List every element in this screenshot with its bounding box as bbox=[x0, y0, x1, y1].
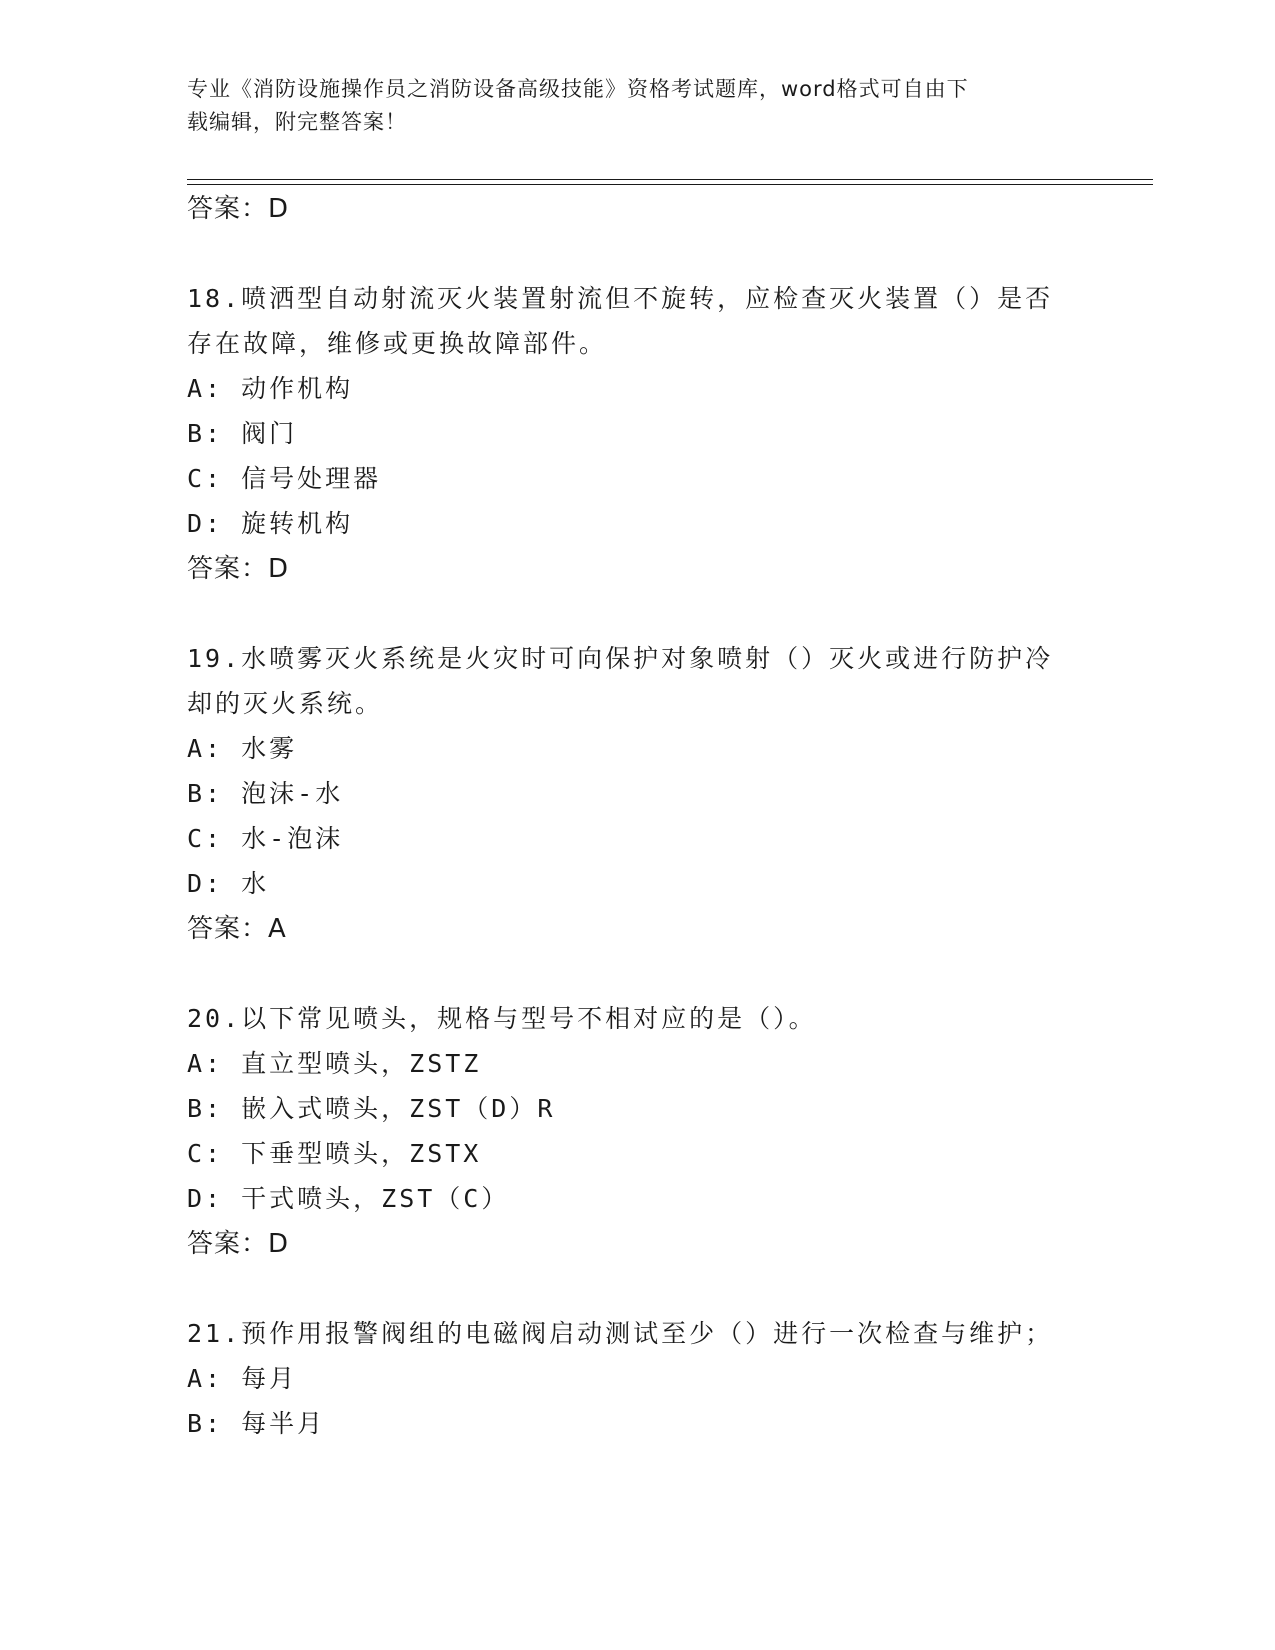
header-line-1: 专业《消防设施操作员之消防设备高级技能》资格考试题库，word格式可自由下 bbox=[187, 77, 969, 101]
answer-line: 答案：D bbox=[187, 194, 290, 224]
question-19-option-d: D: 水 bbox=[187, 869, 270, 898]
question-20-option-d: D: 干式喷头，ZST（C） bbox=[187, 1184, 510, 1213]
question-19-option-b: B: 泡沫-水 bbox=[187, 779, 344, 808]
question-20-option-c: C: 下垂型喷头，ZSTX bbox=[187, 1139, 482, 1168]
question-19-option-a: A: 水雾 bbox=[187, 734, 298, 763]
question-20-answer: 答案：D bbox=[187, 1229, 290, 1259]
page-header bbox=[187, 73, 1067, 139]
header-line-2: 载编辑，附完整答案！ bbox=[187, 110, 407, 134]
question-18-option-d: D: 旋转机构 bbox=[187, 509, 354, 538]
question-19-answer: 答案：A bbox=[187, 914, 287, 944]
header-rule-bottom bbox=[187, 184, 1153, 185]
question-18-option-b: B: 阀门 bbox=[187, 419, 298, 448]
question-18-stem-line-2: 存在故障，维修或更换故障部件。 bbox=[187, 329, 608, 358]
question-19-stem-line-2: 却的灭火系统。 bbox=[187, 689, 384, 718]
question-20-option-b: B: 嵌入式喷头，ZST（D）R bbox=[187, 1094, 556, 1123]
question-18-stem-line-1: 18.喷洒型自动射流灭火装置射流但不旋转，应检查灭火装置（）是否 bbox=[187, 284, 1054, 313]
question-21-stem-line-1: 21.预作用报警阀组的电磁阀启动测试至少（）进行一次检查与维护； bbox=[187, 1319, 1054, 1348]
question-18-option-c: C: 信号处理器 bbox=[187, 464, 382, 493]
question-19-option-c: C: 水-泡沫 bbox=[187, 824, 344, 853]
question-20-option-a: A: 直立型喷头，ZSTZ bbox=[187, 1049, 482, 1078]
question-18-answer: 答案：D bbox=[187, 554, 290, 584]
question-19-stem-line-1: 19.水喷雾灭火系统是火灾时可向保护对象喷射（）灭火或进行防护冷 bbox=[187, 644, 1054, 673]
header-rule-top bbox=[187, 179, 1153, 180]
question-21-option-a: A: 每月 bbox=[187, 1364, 298, 1393]
question-21-option-b: B: 每半月 bbox=[187, 1409, 326, 1438]
question-18-option-a: A: 动作机构 bbox=[187, 374, 354, 403]
question-20-stem-line-1: 20.以下常见喷头，规格与型号不相对应的是（）。 bbox=[187, 1004, 817, 1033]
